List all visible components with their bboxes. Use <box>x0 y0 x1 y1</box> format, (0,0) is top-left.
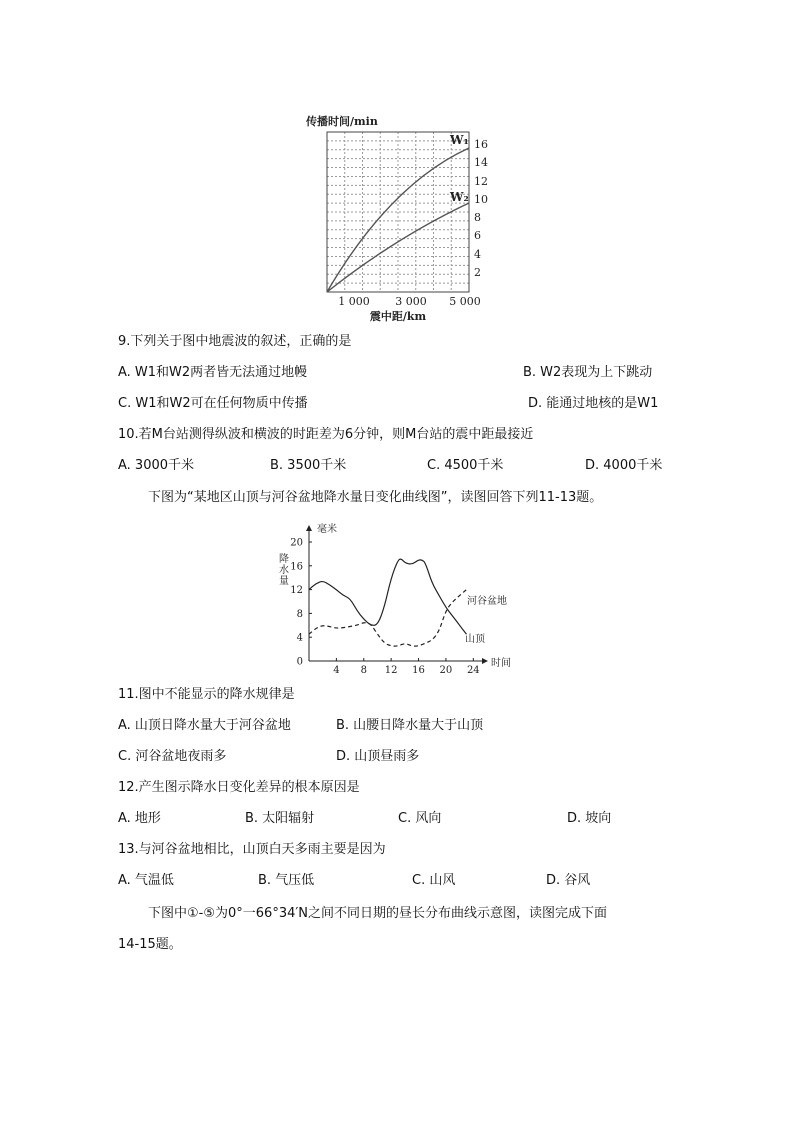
q10-option-b[interactable]: B. 3500千米 <box>270 458 347 473</box>
q12-option-a[interactable]: A. 地形 <box>118 811 161 826</box>
precip-ytick-label: 20 <box>290 537 303 549</box>
series-mountain-top-label: 山顶 <box>465 634 485 645</box>
q12-option-c[interactable]: C. 风向 <box>398 811 442 826</box>
fig1-ytick: 2 <box>474 266 481 279</box>
fig1-ytick: 8 <box>474 211 481 224</box>
q11-option-b[interactable]: B. 山腰日降水量大于山顶 <box>336 718 484 733</box>
q9-option-b[interactable]: B. W2表现为上下跳动 <box>523 365 653 380</box>
series-valley-basin-label: 河谷盆地 <box>467 596 507 607</box>
q9-stem: 9.下列关于图中地震波的叙述，正确的是 <box>118 334 352 349</box>
precip-xtick-label: 8 <box>360 665 367 676</box>
intro-14-15-line1: 下图中①-⑤为0°一66°34′N之间不同日期的昼长分布曲线示意图，读图完成下面 <box>148 906 608 921</box>
fig1-xtick: 1 000 <box>338 295 370 308</box>
seismic-wave-chart <box>300 108 530 323</box>
precip-ylabel: 降水量 <box>279 554 289 587</box>
q12-option-d[interactable]: D. 坡向 <box>567 811 612 826</box>
intro-11-13: 下图为“某地区山顶与河谷盆地降水量日变化曲线图”，读图回答下列11-13题。 <box>148 490 603 505</box>
fig1-ylabel: 传播时间/min <box>306 115 378 128</box>
q13-stem: 13.与河谷盆地相比，山顶白天多雨主要是因为 <box>118 842 386 857</box>
precip-ytick-label: 12 <box>290 585 303 597</box>
series-w2-label: W₂ <box>450 190 469 204</box>
precip-ytick-label: 0 <box>296 656 303 668</box>
precip-xlabel: 时间 <box>491 658 511 669</box>
precip-xtick-label: 4 <box>333 665 340 676</box>
precip-xtick-label: 12 <box>384 665 398 676</box>
q11-option-c[interactable]: C. 河谷盆地夜雨多 <box>118 749 227 764</box>
precip-xtick-label: 24 <box>466 665 480 676</box>
fig1-ytick: 4 <box>474 248 481 261</box>
q9-option-c[interactable]: C. W1和W2可在任何物质中传播 <box>118 396 308 411</box>
q9-option-d[interactable]: D. 能通过地核的是W1 <box>528 396 659 411</box>
q10-option-a[interactable]: A. 3000千米 <box>118 458 195 473</box>
intro-14-15-line2: 14-15题。 <box>118 937 182 952</box>
fig1-xtick: 3 000 <box>395 295 427 308</box>
fig1-ytick: 14 <box>474 156 488 169</box>
fig1-ytick: 16 <box>474 138 488 151</box>
q9-option-a[interactable]: A. W1和W2两者皆无法通过地幔 <box>118 365 308 380</box>
series-valley-basin <box>309 590 467 647</box>
q11-option-d[interactable]: D. 山顶昼雨多 <box>336 749 420 764</box>
q10-option-c[interactable]: C. 4500千米 <box>427 458 504 473</box>
fig1-xlabel: 震中距/km <box>369 310 427 323</box>
precip-ytick-label: 4 <box>296 632 303 644</box>
q13-option-c[interactable]: C. 山风 <box>412 873 456 888</box>
fig1-xtick: 5 000 <box>449 295 481 308</box>
precip-xtick-label: 16 <box>412 665 425 676</box>
fig1-ytick: 10 <box>474 193 488 206</box>
q10-option-d[interactable]: D. 4000千米 <box>585 458 663 473</box>
fig1-grid <box>327 132 469 292</box>
precip-ytick-label: 8 <box>296 608 303 620</box>
series-w1-label: W₁ <box>450 133 469 147</box>
precip-ytick-label: 16 <box>290 561 303 573</box>
q13-option-d[interactable]: D. 谷风 <box>546 873 591 888</box>
q10-stem: 10.若M台站测得纵波和横波的时距差为6分钟，则M台站的震中距最接近 <box>118 427 534 442</box>
q11-stem: 11.图中不能显示的降水规律是 <box>118 687 295 702</box>
fig1-ytick: 12 <box>474 175 488 188</box>
fig1-ytick: 6 <box>474 229 481 242</box>
series-mountain-top <box>309 559 467 634</box>
precip-xtick-label: 20 <box>439 665 453 676</box>
q12-stem: 12.产生图示降水日变化差异的根本原因是 <box>118 780 360 795</box>
precipitation-chart <box>275 518 515 678</box>
precip-unit: 毫米 <box>317 524 337 535</box>
q13-option-a[interactable]: A. 气温低 <box>118 873 174 888</box>
q12-option-b[interactable]: B. 太阳辐射 <box>245 811 315 826</box>
q13-option-b[interactable]: B. 气压低 <box>258 873 315 888</box>
q11-option-a[interactable]: A. 山顶日降水量大于河谷盆地 <box>118 718 291 733</box>
